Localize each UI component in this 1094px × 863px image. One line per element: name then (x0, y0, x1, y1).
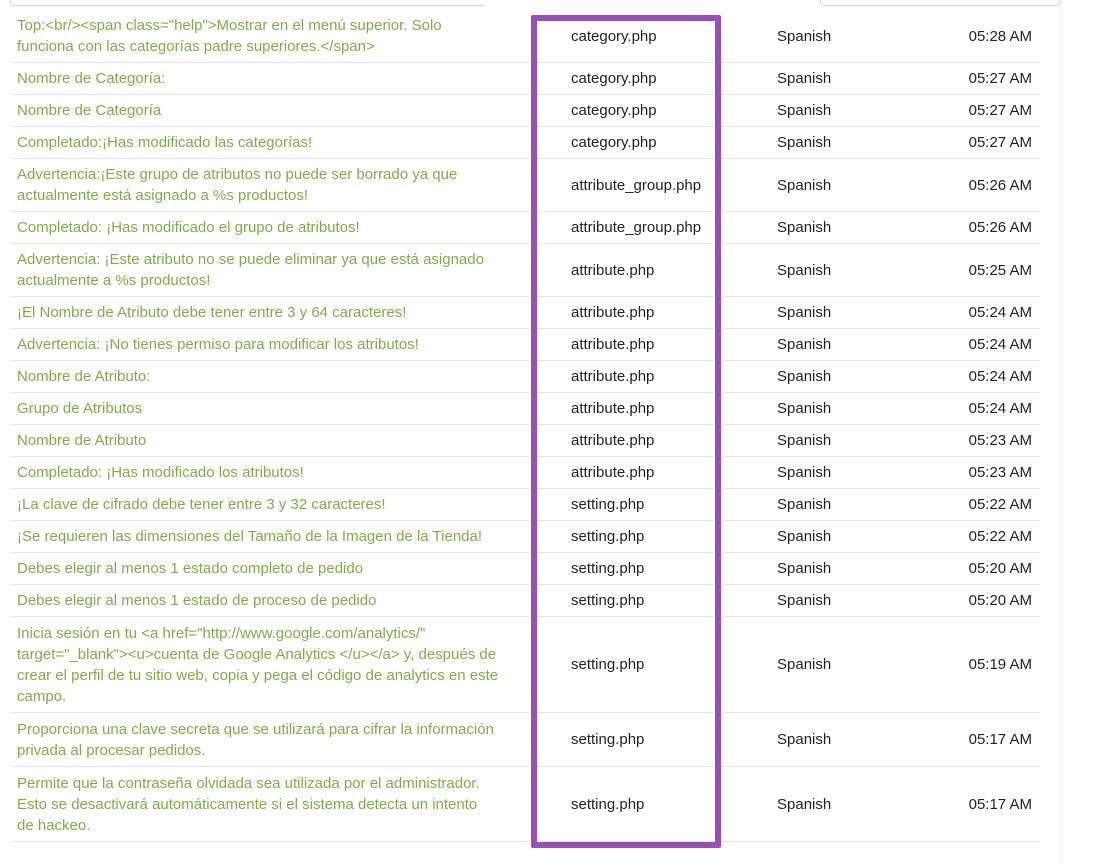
log-language: Spanish (777, 102, 832, 119)
log-file: setting.php (571, 592, 645, 609)
log-file: attribute.php (571, 304, 655, 321)
log-time: 05:28 AM (968, 27, 1032, 45)
filter-button-edge[interactable] (820, 0, 1060, 6)
log-text[interactable] (10, 585, 535, 616)
log-text[interactable] (10, 10, 535, 62)
top-filter-strip (0, 0, 1060, 6)
log-file: category.php (571, 27, 657, 45)
log-text-line: Completado:¡Has modificado las categorías! (17, 134, 313, 151)
log-time: 05:20 AM (968, 560, 1032, 577)
log-text-line: Debes elegir al menos 1 estado completo de pedido (17, 560, 364, 577)
log-language: Spanish (777, 592, 832, 609)
log-text-line: Completado: ¡Has modificado los atributos! (17, 464, 304, 481)
log-time: 05:26 AM (968, 219, 1032, 236)
log-text-line: Permite que la contraseña olvidada sea utilizada por el administrador. (17, 774, 480, 792)
log-row (10, 297, 1040, 329)
log-time: 05:25 AM (968, 261, 1032, 279)
log-language: Spanish (777, 219, 832, 236)
log-text-line: Completado: ¡Has modificado el grupo de atributos! (17, 219, 360, 236)
log-language: Spanish (777, 496, 832, 513)
log-text[interactable] (10, 425, 535, 456)
log-row (10, 617, 1040, 713)
log-file: category.php (571, 134, 657, 151)
log-text-line: de hackeo. (17, 816, 91, 834)
log-row (10, 159, 1040, 212)
log-time: 05:19 AM (968, 656, 1032, 673)
log-file: setting.php (571, 731, 645, 748)
log-language: Spanish (777, 795, 832, 813)
log-language: Spanish (777, 176, 832, 194)
log-text[interactable] (10, 393, 535, 424)
filter-input-edge[interactable] (10, 0, 485, 6)
log-language: Spanish (777, 368, 832, 385)
log-file: setting.php (571, 795, 645, 813)
log-row (10, 425, 1040, 457)
log-language: Spanish (777, 261, 832, 279)
log-text-line: target="_blank"><u>cuenta de Google Analytics </u></a> y, después de (17, 645, 497, 663)
page-scrollbar[interactable] (1060, 0, 1094, 863)
log-row (10, 767, 1040, 842)
log-row (10, 127, 1040, 159)
log-row (10, 393, 1040, 425)
log-time: 05:23 AM (968, 464, 1032, 481)
log-text-line: ¡El Nombre de Atributo debe tener entre 3 y 64 caracteres! (17, 304, 407, 321)
log-language: Spanish (777, 400, 832, 417)
log-text[interactable] (10, 212, 535, 243)
log-text-line: Inicia sesión en tu <a href="http://www.google.com/analytics/" (17, 624, 426, 642)
log-text[interactable] (10, 489, 535, 520)
log-file: attribute.php (571, 336, 655, 353)
log-text-line: Advertencia:¡Este grupo de atributos no puede ser borrado ya que (17, 166, 458, 183)
log-text-line: Nombre de Categoría: (17, 70, 166, 87)
log-text[interactable] (10, 521, 535, 552)
log-text-line: Top:<br/><span class="help">Mostrar en el menú superior. Solo (17, 17, 442, 34)
log-time: 05:17 AM (968, 731, 1032, 748)
log-row (10, 10, 1040, 63)
log-time: 05:27 AM (968, 70, 1032, 87)
log-row (10, 585, 1040, 617)
log-language: Spanish (777, 528, 832, 545)
log-file: attribute_group.php (571, 176, 702, 194)
log-time: 05:26 AM (968, 176, 1032, 194)
log-file: attribute_group.php (571, 219, 702, 236)
log-text[interactable] (10, 618, 535, 712)
log-time: 05:24 AM (968, 304, 1032, 321)
log-text[interactable] (10, 95, 535, 126)
log-row (10, 457, 1040, 489)
log-time: 05:22 AM (968, 528, 1032, 545)
log-file: attribute.php (571, 400, 655, 417)
log-row (10, 63, 1040, 95)
log-text-line: Grupo de Atributos (17, 400, 143, 417)
log-file: setting.php (571, 528, 645, 545)
log-row (10, 713, 1040, 767)
log-file: setting.php (571, 656, 645, 673)
log-text-line: actualmente está asignado a %s productos! (17, 187, 309, 204)
log-text-line: Nombre de Categoría (17, 102, 162, 119)
log-time: 05:23 AM (968, 432, 1032, 449)
log-text-line: ¡La clave de cifrado debe tener entre 3 y 32 caracteres! (17, 496, 386, 513)
log-language: Spanish (777, 464, 832, 481)
log-row (10, 553, 1040, 585)
log-file: setting.php (571, 496, 645, 513)
log-row (10, 95, 1040, 127)
translation-log-table (10, 10, 1040, 842)
log-language: Spanish (777, 70, 832, 87)
log-text-line: ¡Se requieren las dimensiones del Tamaño de la Imagen de la Tienda! (17, 528, 483, 545)
log-time: 05:22 AM (968, 496, 1032, 513)
log-text-line: privada al procesar pedidos. (17, 741, 206, 759)
log-row (10, 329, 1040, 361)
log-text[interactable] (10, 127, 535, 158)
log-file: attribute.php (571, 261, 655, 279)
log-file: attribute.php (571, 368, 655, 385)
log-text-line: funciona con las categorías padre superiores.</span> (17, 38, 375, 55)
log-text-line: Advertencia: ¡Este atributo no se puede eliminar ya que está asignado (17, 251, 484, 268)
log-time: 05:20 AM (968, 592, 1032, 609)
log-text[interactable] (10, 244, 535, 296)
log-text[interactable] (10, 457, 535, 488)
log-time: 05:24 AM (968, 400, 1032, 417)
log-file: attribute.php (571, 432, 655, 449)
log-row (10, 489, 1040, 521)
log-file: setting.php (571, 560, 645, 577)
log-language: Spanish (777, 304, 832, 321)
log-language: Spanish (777, 731, 832, 748)
log-row (10, 361, 1040, 393)
log-row (10, 244, 1040, 297)
log-language: Spanish (777, 27, 832, 45)
log-text-line: Advertencia: ¡No tienes permiso para modificar los atributos! (17, 336, 419, 353)
log-text-line: Nombre de Atributo: (17, 368, 151, 385)
log-text[interactable] (10, 63, 535, 94)
log-language: Spanish (777, 134, 832, 151)
log-file: attribute.php (571, 464, 655, 481)
log-time: 05:17 AM (968, 795, 1032, 813)
log-row (10, 212, 1040, 244)
log-text[interactable] (10, 159, 535, 211)
log-text-line: Esto se desactivará automáticamente si el sistema detecta un intento (17, 795, 478, 813)
log-text[interactable] (10, 329, 535, 360)
log-text-line: Debes elegir al menos 1 estado de proceso de pedido (17, 592, 377, 609)
log-time: 05:27 AM (968, 102, 1032, 119)
log-language: Spanish (777, 560, 832, 577)
log-language: Spanish (777, 656, 832, 673)
log-text[interactable] (10, 714, 535, 766)
log-text[interactable] (10, 553, 535, 584)
log-time: 05:24 AM (968, 368, 1032, 385)
log-text-line: actualmente a %s productos! (17, 272, 211, 289)
log-text-line: Proporciona una clave secreta que se utilizará para cifrar la información (17, 720, 494, 738)
log-text-line: crear el perfil de tu sitio web, copia y pega el código de analytics en este (17, 666, 499, 684)
log-text[interactable] (10, 361, 535, 392)
log-text[interactable] (10, 768, 535, 841)
log-text-line: campo. (17, 687, 67, 705)
log-row (10, 521, 1040, 553)
log-text[interactable] (10, 297, 535, 328)
log-text-line: Nombre de Atributo (17, 432, 147, 449)
log-language: Spanish (777, 432, 832, 449)
log-time: 05:27 AM (968, 134, 1032, 151)
log-file: category.php (571, 102, 657, 119)
log-file: category.php (571, 70, 657, 87)
log-language: Spanish (777, 336, 832, 353)
log-time: 05:24 AM (968, 336, 1032, 353)
